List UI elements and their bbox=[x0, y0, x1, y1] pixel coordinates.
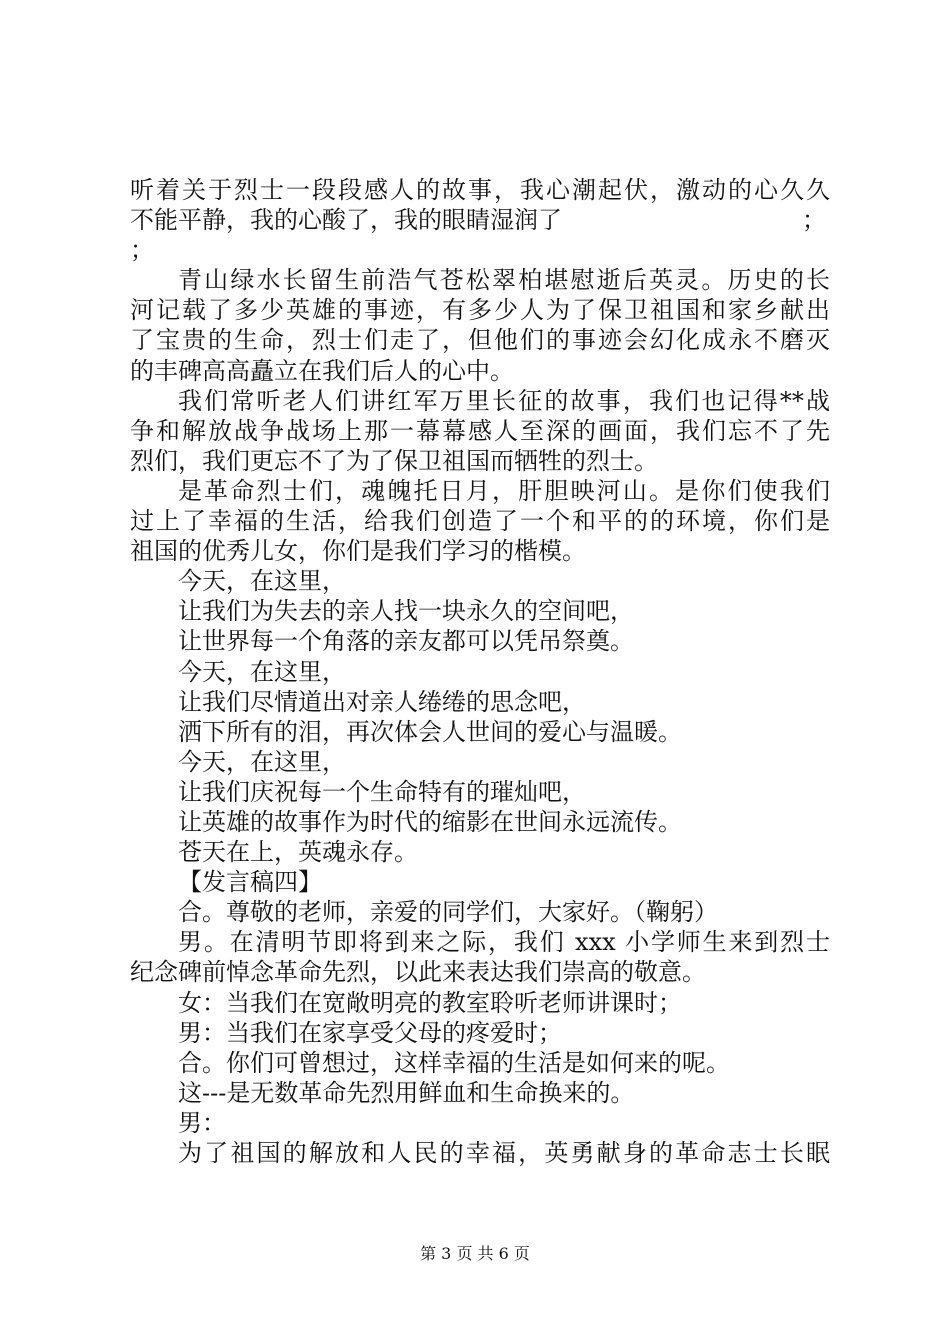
text-line: 合。尊敬的老师，亲爱的同学们，大家好。（鞠躬） bbox=[178, 898, 718, 927]
text-line: 让我们为失去的亲人找一块永久的空间吧， bbox=[178, 597, 634, 626]
text-line: 今天，在这里， bbox=[178, 567, 346, 596]
text-line: 洒下所有的泪，再次体会人世间的爱心与温暖。 bbox=[178, 717, 682, 746]
text-line: 女：当我们在宽敞明亮的教室聆听老师讲课时； bbox=[178, 988, 682, 1017]
text-line: 河记载了多少英雄的事迹，有多少人为了保卫祖国和家乡献出 bbox=[130, 296, 830, 325]
document-body bbox=[130, 175, 830, 1168]
text-line: 了宝贵的生命，烈士们走了，但他们的事迹会幻化成永不磨灭 bbox=[130, 326, 830, 355]
text-line: 烈们，我们更忘不了为了保卫祖国而牺牲的烈士。 bbox=[130, 446, 658, 475]
text-line: 苍天在上，英魂永存。 bbox=[178, 838, 418, 867]
text-line: 是革命烈士们，魂魄托日月，肝胆映河山。是你们使我们 bbox=[178, 476, 830, 505]
text-line: 男：当我们在家享受父母的疼爱时； bbox=[178, 1018, 562, 1047]
text-line: 听着关于烈士一段段感人的故事，我心潮起伏，激动的心久久 bbox=[130, 176, 830, 204]
text-line-content: 不能平静，我的心酸了，我的眼睛湿润了 bbox=[130, 206, 562, 235]
text-line-end-mark: ； bbox=[802, 206, 826, 235]
text-line: 为了祖国的解放和人民的幸福，英勇献身的革命志士长眠 bbox=[178, 1139, 830, 1167]
text-line: 我们常听老人们讲红军万里长征的故事，我们也记得**战 bbox=[178, 386, 830, 415]
text-line: 合。你们可曾想过，这样幸福的生活是如何来的呢。 bbox=[178, 1048, 730, 1077]
text-line: 今天，在这里， bbox=[178, 747, 346, 776]
text-line: 让我们庆祝每一个生命特有的璀灿吧， bbox=[178, 777, 586, 806]
text-line: 青山绿水长留生前浩气苍松翠柏堪慰逝后英灵。历史的长 bbox=[178, 266, 830, 295]
page-footer: 第 3 页 共 6 页 bbox=[420, 1244, 530, 1263]
text-line: 男： bbox=[178, 1108, 226, 1137]
text-line: 男。在清明节即将到来之际，我们 xxx 小学师生来到烈士 bbox=[178, 928, 830, 957]
text-line: 的丰碑高高矗立在我们后人的心中。 bbox=[130, 356, 514, 385]
text-line: 【发言稿四】 bbox=[178, 868, 322, 897]
text-line: 让世界每一个角落的亲友都可以凭吊祭奠。 bbox=[178, 627, 634, 656]
text-line: 今天，在这里， bbox=[178, 657, 346, 686]
text-line: 这---是无数革命先烈用鲜血和生命换来的。 bbox=[178, 1078, 635, 1107]
text-line: 过上了幸福的生活，给我们创造了一个和平的的环境，你们是 bbox=[130, 507, 830, 536]
text-line: ； bbox=[130, 236, 154, 265]
text-line: 争和解放战争战场上那一幕幕感人至深的画面，我们忘不了先 bbox=[130, 416, 830, 445]
text-line: 让我们尽情道出对亲人绻绻的思念吧， bbox=[178, 687, 586, 716]
text-line: 祖国的优秀儿女，你们是我们学习的楷模。 bbox=[130, 537, 586, 566]
text-line: 让英雄的故事作为时代的缩影在世间永远流传。 bbox=[178, 807, 682, 836]
text-line: 纪念碑前悼念革命先烈，以此来表达我们崇高的敬意。 bbox=[130, 958, 706, 987]
text-line bbox=[130, 205, 830, 235]
